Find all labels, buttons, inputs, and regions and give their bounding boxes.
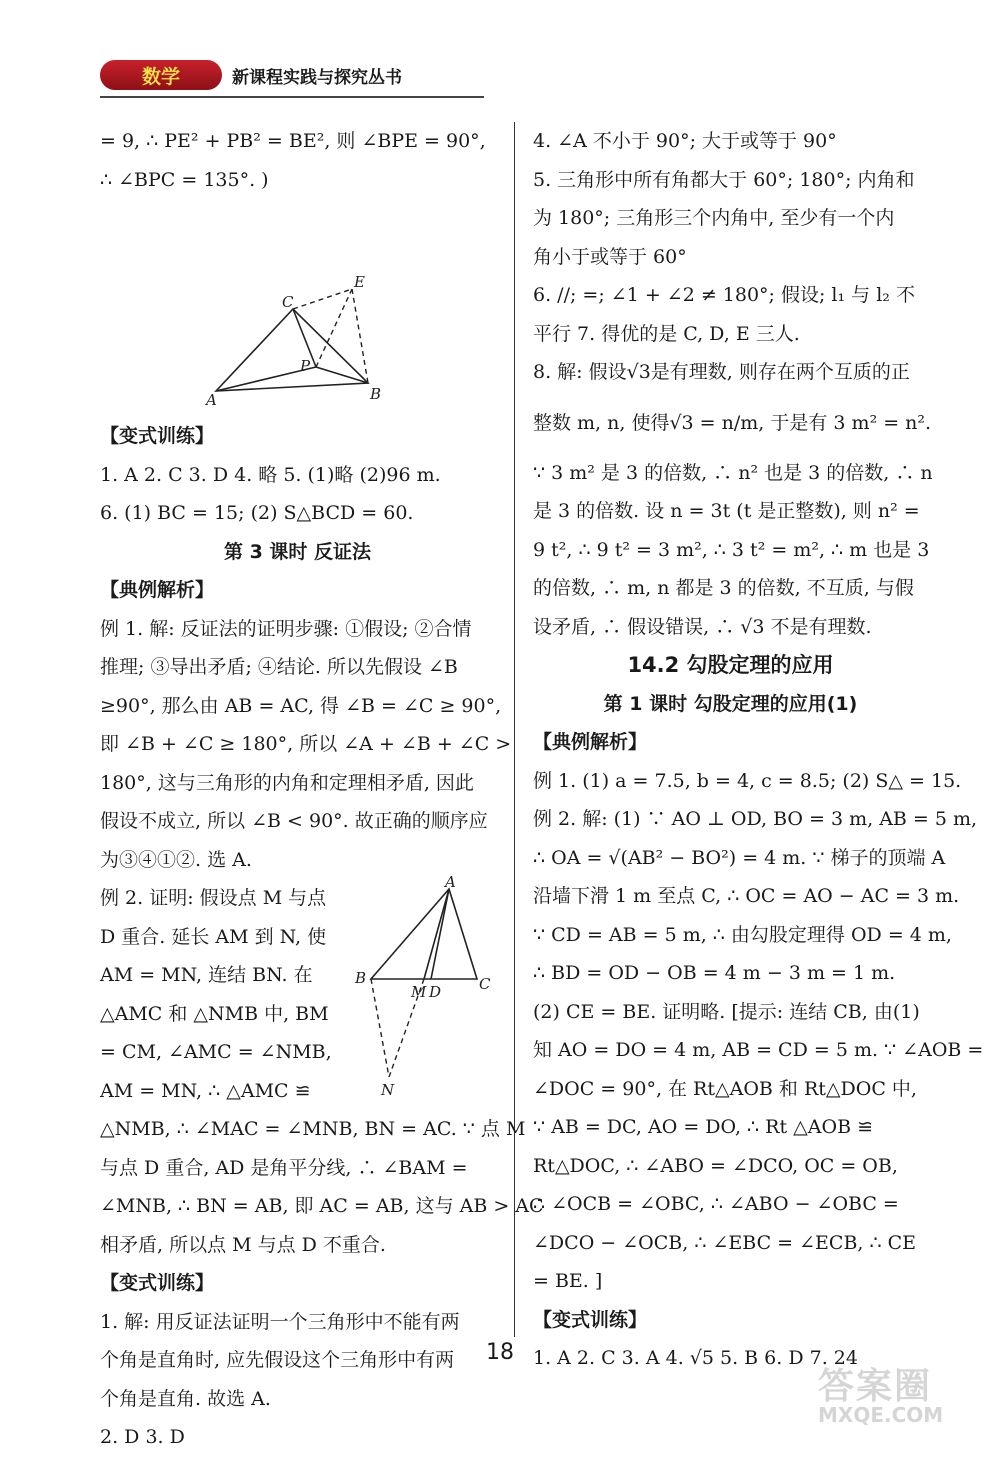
text-line: 即 ∠B + ∠C ≥ 180°, 所以 ∠A + ∠B + ∠C >: [100, 733, 512, 755]
text-line: ≥90°, 那么由 AB = AC, 得 ∠B = ∠C ≥ 90°,: [100, 694, 502, 717]
text-line: 推理; ③导出矛盾; ④结论. 所以先假设 ∠B: [100, 656, 458, 678]
label-b: B: [370, 385, 382, 403]
text-line: AM = MN, 连结 BN. 在: [100, 964, 313, 986]
text-line: ∴ ∠OCB = ∠OBC, ∴ ∠ABO − ∠OBC =: [533, 1193, 899, 1215]
text-line-fraction: 整数 m, n, 使得√3 = n/m, 于是有 3 m² = n².: [533, 411, 932, 434]
label-c: C: [479, 975, 491, 993]
text-line: 与点 D 重合, AD 是角平分线, ∴ ∠BAM =: [100, 1156, 468, 1179]
page-number: 18: [486, 1340, 514, 1365]
text-line: 是 3 的倍数. 设 n = 3t (t 是正整数), 则 n² =: [533, 500, 920, 522]
text-line: = CM, ∠AMC = ∠NMB,: [100, 1041, 332, 1063]
subject-badge: 数学: [100, 60, 222, 90]
text-line: D 重合. 延长 AM 到 N, 使: [100, 925, 327, 948]
text-line: ∠MNB, ∴ BN = AB, 即 AC = AB, 这与 AB > AC: [100, 1195, 544, 1217]
text-line: 为 180°; 三角形三个内角中, 至少有一个内: [533, 207, 895, 229]
text-line: (2) CE = BE. 证明略. [提示: 连结 CB, 由(1): [533, 1000, 920, 1023]
section-heading: 【变式训练】: [100, 425, 215, 447]
label-m: M: [411, 983, 427, 1001]
text-line: 角小于或等于 60°: [533, 245, 687, 268]
text-line: = 9, ∴ PE² + PB² = BE², 则 ∠BPE = 90°,: [100, 130, 486, 152]
text-line: △AMC 和 △NMB 中, BM: [100, 1002, 329, 1025]
text-line: 1. A 2. C 3. D 4. 略 5. (1)略 (2)96 m.: [100, 463, 441, 486]
text-line: 9 t², ∴ 9 t² = 3 m², ∴ 3 t² = m², ∴ m 也是 3: [533, 538, 930, 561]
text-line: = BE. ]: [533, 1270, 603, 1292]
label-n: N: [381, 1081, 395, 1099]
text-line: △NMB, ∴ ∠MAC = ∠MNB, BN = AC. ∵ 点 M: [100, 1118, 526, 1140]
label-p: P: [300, 357, 311, 375]
text-line: 例 2. 证明: 假设点 M 与点: [100, 887, 327, 909]
section-heading: 【典例解析】: [533, 731, 648, 753]
text-line: 假设不成立, 所以 ∠B < 90°. 故正确的顺序应: [100, 810, 488, 832]
text-line: ∵ AB = DC, AO = DO, ∴ Rt △AOB ≌: [533, 1116, 873, 1138]
text-line: Rt△DOC, ∴ ∠ABO = ∠DCO, OC = OB,: [533, 1154, 898, 1177]
text-line: 4. ∠A 不小于 90°; 大于或等于 90°: [533, 130, 837, 152]
example-2-block: [100, 873, 495, 1110]
geometry-figure-2: [351, 873, 491, 1104]
text-line: 沿墙下滑 1 m 至点 C, ∴ OC = AO − AC = 3 m.: [533, 885, 960, 907]
figure-triangle-abc-pe: [100, 199, 495, 417]
text-line: ∴ OA = √(AB² − BO²) = 4 m. ∵ 梯子的顶端 A: [533, 846, 946, 869]
text-line: 8. 解: 假设√3是有理数, 则存在两个互质的正: [533, 361, 910, 383]
text-line: ∵ 3 m² 是 3 的倍数, ∴ n² 也是 3 的倍数, ∴ n: [533, 461, 933, 484]
text-line: 1. A 2. C 3. A 4. √5 5. B 6. D 7. 24: [533, 1347, 858, 1369]
section-title: 14.2 勾股定理的应用: [627, 653, 834, 677]
label-e: E: [354, 273, 365, 291]
label-a: A: [445, 873, 456, 891]
watermark-url: MXQE.COM: [818, 1403, 944, 1427]
label-b: B: [355, 969, 367, 987]
watermark-text: 答案圈: [818, 1366, 933, 1407]
column-divider: [514, 122, 515, 1337]
series-title: 新课程实践与探究丛书: [232, 67, 402, 88]
section-heading: 【变式训练】: [533, 1308, 648, 1331]
section-heading: 【变式训练】: [100, 1272, 215, 1294]
lesson-title: 第 1 课时 勾股定理的应用(1): [603, 692, 858, 715]
page-header: [100, 58, 402, 92]
text-line: 180°, 这与三角形的内角和定理相矛盾, 因此: [100, 771, 474, 794]
lesson-title: 第 3 课时 反证法: [223, 540, 372, 563]
text-line: ∴ ∠BPC = 135°. ): [100, 168, 269, 191]
text-line: 的倍数, ∴ m, n 都是 3 的倍数, 不互质, 与假: [533, 577, 914, 599]
text-line: 例 1. (1) a = 7.5, b = 4, c = 8.5; (2) S△ = 15.: [533, 769, 962, 792]
text-line: 1. 解: 用反证法证明一个三角形中不能有两: [100, 1310, 460, 1333]
text-line: 为③④①②. 选 A.: [100, 848, 252, 871]
text-line: ∴ BD = OD − OB = 4 m − 3 m = 1 m.: [533, 962, 896, 984]
text-line: ∵ CD = AB = 5 m, ∴ 由勾股定理得 OD = 4 m,: [533, 923, 952, 946]
label-c: C: [282, 293, 294, 311]
left-column: [100, 122, 544, 1457]
label-d: D: [429, 983, 442, 1001]
text-line: ∠DOC = 90°, 在 Rt△AOB 和 Rt△DOC 中,: [533, 1077, 917, 1100]
text-line: 例 2. 解: (1) ∵ AO ⊥ OD, BO = 3 m, AB = 5 m,: [533, 808, 978, 830]
text-line: ∠DCO − ∠OCB, ∴ ∠EBC = ∠ECB, ∴ CE: [533, 1231, 917, 1254]
text-line: 相矛盾, 所以点 M 与点 D 不重合.: [100, 1233, 386, 1256]
text-line: AM = MN, ∴ △AMC ≌: [100, 1079, 311, 1102]
text-line: 例 1. 解: 反证法的证明步骤: ①假设; ②合情: [100, 617, 472, 640]
text-line: 2. D 3. D: [100, 1426, 185, 1448]
text-line: 个角是直角时, 应先假设这个三角形中有两: [100, 1349, 455, 1371]
text-line: 5. 三角形中所有角都大于 60°; 180°; 内角和: [533, 168, 915, 191]
header-rule: [100, 96, 484, 98]
text-line: 6. (1) BC = 15; (2) S△BCD = 60.: [100, 502, 414, 524]
section-heading: 【典例解析】: [100, 579, 215, 601]
text-line: 设矛盾, ∴ 假设错误, ∴ √3 不是有理数.: [533, 615, 872, 638]
text-line: 知 AO = DO = 4 m, AB = CD = 5 m. ∵ ∠AOB =: [533, 1039, 984, 1061]
right-column: [533, 122, 984, 1378]
text-line: 平行 7. 得优的是 C, D, E 三人.: [533, 322, 800, 345]
text-line: 个角是直角. 故选 A.: [100, 1387, 271, 1410]
label-a: A: [206, 391, 217, 409]
geometry-figure-1: [190, 203, 390, 413]
watermark-logo: [818, 1358, 988, 1427]
text-line: 6. //; =; ∠1 + ∠2 ≠ 180°; 假设; l₁ 与 l₂ 不: [533, 284, 915, 306]
